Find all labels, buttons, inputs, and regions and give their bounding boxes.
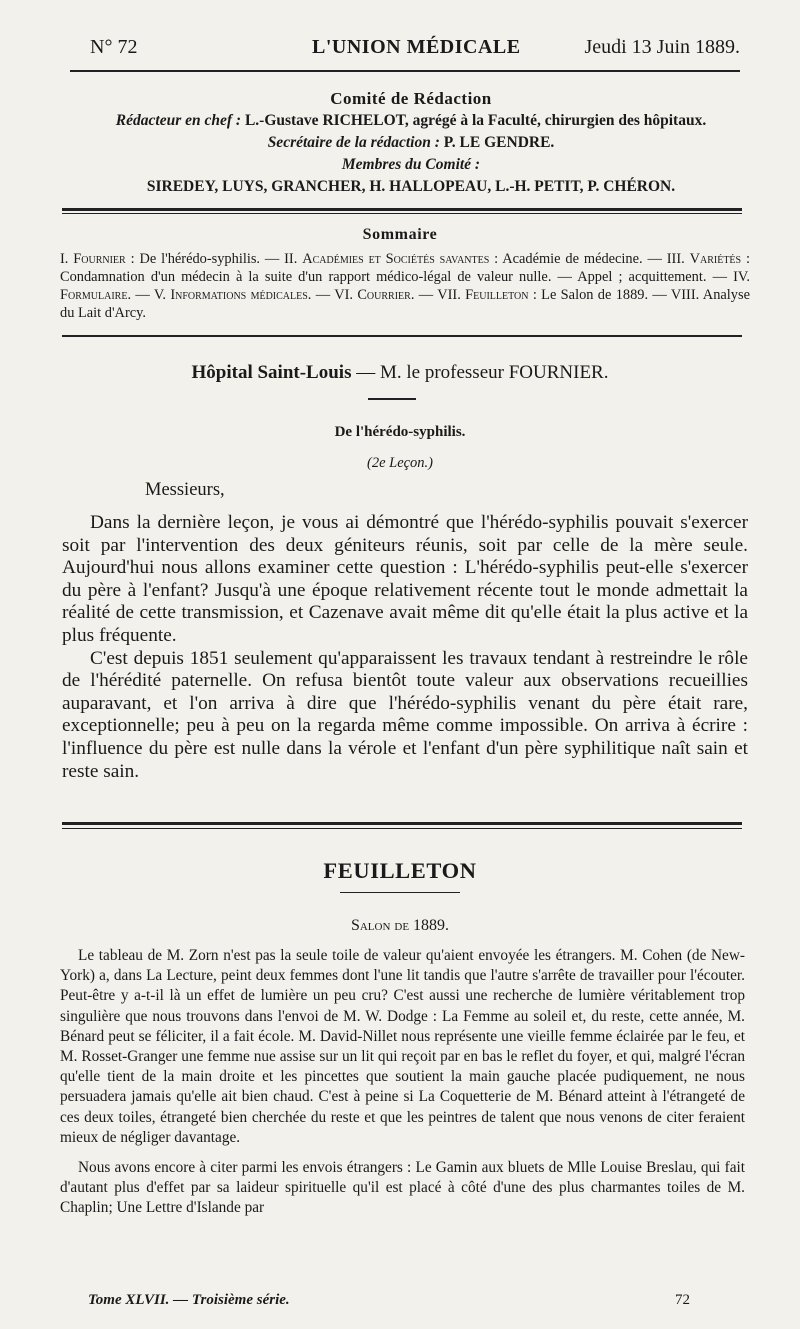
hospital-name: Hôpital Saint-Louis bbox=[191, 362, 352, 383]
summary-item-text: : De l'hérédo-syphilis. — bbox=[125, 251, 285, 267]
masthead bbox=[90, 36, 740, 70]
summary-item-num: I. bbox=[60, 251, 69, 267]
article-title: De l'hérédo-syphilis. bbox=[334, 424, 466, 440]
editorial-committee bbox=[70, 88, 752, 198]
secretary-name: P. LE GENDRE. bbox=[443, 134, 555, 151]
sommaire-rule bbox=[62, 335, 742, 337]
summary-item-author: Variétés bbox=[689, 251, 742, 267]
committee-rule-bottom bbox=[62, 213, 742, 214]
feuilleton-paragraph: Le tableau de M. Zorn n'est pas la seule toile de valeur qu'aient envoyée les étrangers. M. Cohen (de New-York) a, dans La Lecture, peint deux femmes dont l'une lit tandis que l'autre s'arrête de travailler pour l'écouter. Peut-être y a-t-il là un effet de lumière un peu cru? C'est aussi une recherche de lumière véritablement trop singulière que nous trouvons dans l'envoi de M. W. Dodge : La Femme au soleil et, du reste, cette année, M. Bénard peut se féliciter, il a fait école. M. David-Nillet nous représente une vieille femme éclairée par le feu, et M. Rosset-Granger une femme nue assise sur un lit qui reçoit par en bas le reflet du foyer, et qui, malgré l'écran qu'elle tient de la main droite et les pincettes que soutient la main gauche placée pudiquement, ne nous persuadera jamais qu'elle ait bien chaud. C'est à peine si La Coquetterie de M. Bénard atteint à l'étrangeté de ces deux toiles, étrangeté bien cherchée du reste et que les peintres de talent que nous venons de citer feraient mieux de négliger davantage. bbox=[60, 947, 745, 1146]
salutation: Messieurs, bbox=[145, 480, 225, 500]
summary-item-num: VIII. bbox=[670, 287, 700, 303]
sommaire-heading: Sommaire bbox=[362, 226, 438, 243]
masthead-rule bbox=[70, 70, 740, 72]
title-ornament-rule bbox=[368, 398, 416, 400]
summary-item-text: . — bbox=[307, 287, 335, 303]
issue-number: N° 72 bbox=[90, 36, 138, 58]
summary-item-num: II. bbox=[284, 251, 298, 267]
feuilleton-underline bbox=[340, 892, 460, 893]
summary-item-text: . — bbox=[127, 287, 154, 303]
summary-item-text: Analyse du Lait d'Arcy. bbox=[60, 287, 750, 321]
members-label: Membres du Comité : bbox=[341, 156, 481, 173]
journal-title: L'UNION MÉDICALE bbox=[312, 36, 521, 58]
feuilleton-heading: FEUILLETON bbox=[323, 858, 477, 883]
summary-item-author: Fournier bbox=[73, 251, 126, 267]
summary-item-num: III. bbox=[666, 251, 685, 267]
summary-item-author: Académies et Sociétés savantes bbox=[302, 251, 490, 267]
summary-item-num: V. bbox=[153, 287, 166, 303]
summary-item-text: : Académie de médecine. — bbox=[489, 251, 667, 267]
summary-item-num: VI. bbox=[334, 287, 353, 303]
volume-series: Tome XLVII. — Troisième série. bbox=[88, 1292, 290, 1308]
members-names: SIREDEY, LUYS, GRANCHER, H. HALLOPEAU, L.-H. PETIT, P. CHÉRON. bbox=[146, 178, 676, 195]
lecture-number: (2e Leçon.) bbox=[366, 455, 434, 471]
committee-rule-top bbox=[62, 208, 742, 211]
summary-item-text: . — bbox=[410, 287, 438, 303]
summary-item-author: Informations médicales bbox=[170, 287, 308, 303]
feuilleton-paragraph: Nous avons encore à citer parmi les envois étrangers : Le Gamin aux bluets de Mlle Louise Breslau, qui fait d'autant plus d'effet par sa laideur spirituelle qu'il est placé à côté d'une des plus charmantes toiles de M. Chaplin; Une Lettre d'Islande par bbox=[60, 1159, 745, 1217]
members-line bbox=[70, 176, 752, 198]
summary-item-author: Formulaire bbox=[60, 287, 128, 303]
summary-item-num: VII. bbox=[437, 287, 461, 303]
page-footer bbox=[88, 1292, 690, 1314]
feuilleton-body bbox=[60, 946, 745, 1229]
summary-item-author: Feuilleton bbox=[465, 287, 529, 303]
summary-item-author: Courrier bbox=[357, 287, 411, 303]
editor-label: Rédacteur en chef : bbox=[115, 112, 242, 129]
feuilleton-rule-bottom bbox=[62, 828, 742, 829]
page-number: 72 bbox=[675, 1292, 690, 1308]
summary-item-text: : Le Salon de 1889. — bbox=[528, 287, 671, 303]
editor-name: L.-Gustave RICHELOT, agrégé à la Faculté, chirurgien des hôpitaux. bbox=[244, 112, 707, 129]
committee-title: Comité de Rédaction bbox=[330, 89, 492, 108]
summary-item-num: IV. bbox=[733, 269, 750, 285]
professor-name: M. le professeur FOURNIER. bbox=[379, 362, 609, 383]
sommaire-list bbox=[60, 250, 750, 322]
members-label-line bbox=[70, 154, 752, 176]
article-body bbox=[62, 512, 748, 783]
editor-line bbox=[70, 110, 752, 132]
secretary-label: Secrétaire de la rédaction : bbox=[267, 134, 440, 151]
secretary-line bbox=[70, 132, 752, 154]
article-hospital-line: Hôpital Saint-Louis — M. le professeur FOURNIER. bbox=[191, 362, 609, 383]
feuilleton-subtitle: Salon de 1889. bbox=[350, 917, 450, 934]
article-paragraph: Dans la dernière leçon, je vous ai démontré que l'hérédo-syphilis pouvait s'exercer soit par l'intervention des deux géniteurs réunis, soit par celle de la mère seule. Aujourd'hui nous allons examiner cette question : L'hérédo-syphilis peut-elle s'exercer du père à l'enfant? Jusqu'à une époque relativement récente tout le monde admettait la réalité de cette transmission, et Cazenave avait même dit qu'elle était la plus active et la plus fréquente. bbox=[62, 512, 748, 646]
issue-date: Jeudi 13 Juin 1889. bbox=[584, 36, 740, 58]
summary-item-text: : Condamnation d'un médecin à la suite d'un rapport médico-légal de valeur nulle. — Appel ; acquittement. — bbox=[60, 251, 750, 285]
article-paragraph: C'est depuis 1851 seulement qu'apparaissent les travaux tendant à restreindre le rôle de l'hérédité paternelle. On refusa bientôt toute valeur aux observations recueillies auparavant, et l'on arriva à dire que l'hérédo-syphilis venant du père était rare, exceptionnelle; peu à peu on la regarda même comme impossible. On arriva à écrire : l'influence du père est nulle dans la vérole et l'enfant d'un père syphilitique naît sain et reste sain. bbox=[62, 647, 748, 782]
feuilleton-rule-top bbox=[62, 822, 742, 825]
